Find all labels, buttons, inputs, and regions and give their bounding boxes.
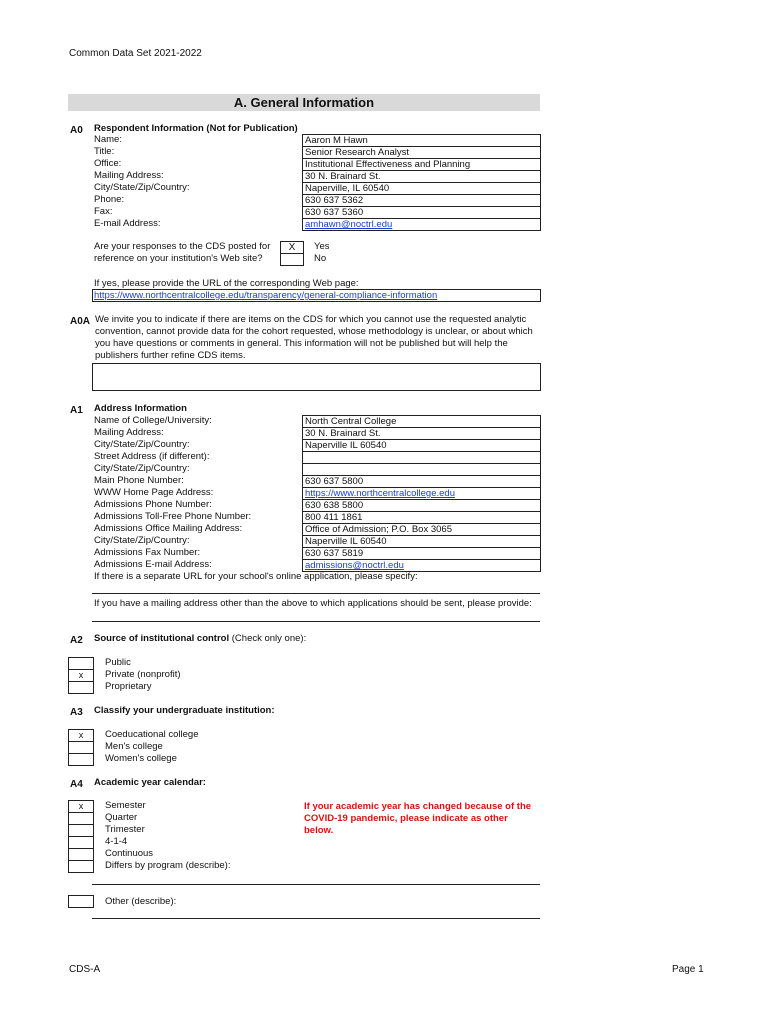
- a0-question-line2: reference on your institution's Web site?: [94, 253, 263, 264]
- a1-label: Main Phone Number:: [94, 475, 184, 486]
- respondent-office-field[interactable]: Institutional Effectiveness and Planning: [303, 159, 540, 171]
- option-label: Men's college: [105, 741, 163, 752]
- a0-label: Fax:: [94, 206, 113, 217]
- admissions-mailing-field[interactable]: Office of Admission; P.O. Box 3065: [303, 524, 540, 536]
- a2-code: A2: [70, 635, 83, 646]
- college-mailing-field[interactable]: 30 N. Brainard St.: [303, 428, 540, 440]
- respondent-email-link[interactable]: amhawn@noctrl.edu: [303, 219, 540, 231]
- a1-label: City/State/Zip/Country:: [94, 535, 190, 546]
- footer-left: CDS-A: [69, 964, 101, 975]
- other-label: Other (describe):: [105, 896, 177, 907]
- a1-label: Name of College/University:: [94, 415, 212, 426]
- a0a-code: A0A: [70, 316, 91, 327]
- a1-heading: Address Information: [94, 403, 187, 414]
- quarter-checkbox[interactable]: [69, 813, 93, 825]
- a1-label: City/State/Zip/Country:: [94, 463, 190, 474]
- differs-underline: [92, 884, 540, 885]
- yes-checkbox[interactable]: X: [281, 242, 303, 254]
- coed-checkbox[interactable]: x: [69, 730, 93, 742]
- option-label: Coeducational college: [105, 729, 199, 740]
- a2-option-labels: [105, 657, 181, 693]
- public-checkbox[interactable]: [69, 658, 93, 670]
- a3-checkboxes: [68, 729, 94, 766]
- option-label: Trimester: [105, 824, 145, 835]
- respondent-city-field[interactable]: Naperville, IL 60540: [303, 183, 540, 195]
- private-nonprofit-checkbox[interactable]: x: [69, 670, 93, 682]
- online-app-prompt: If there is a separate URL for your school's online application, please specify:: [94, 571, 418, 582]
- a4-heading: Academic year calendar:: [94, 777, 206, 788]
- respondent-phone-field[interactable]: 630 637 5362: [303, 195, 540, 207]
- option-label: 4-1-4: [105, 836, 128, 847]
- college-name-field[interactable]: North Central College: [303, 416, 540, 428]
- a1-labels: [94, 415, 251, 571]
- a1-label: Admissions Fax Number:: [94, 547, 201, 558]
- a1-label: Mailing Address:: [94, 427, 164, 438]
- a4-checkboxes: [68, 800, 94, 873]
- option-label: Private (nonprofit): [105, 669, 181, 680]
- street-address-field[interactable]: [303, 452, 540, 464]
- a0a-paragraph: [95, 314, 533, 362]
- a1-label: City/State/Zip/Country:: [94, 439, 190, 450]
- a4-code: A4: [70, 779, 83, 790]
- a0a-line: convention, cannot provide data for the cohort requested, whose methodology is unclear, or about which: [95, 326, 533, 337]
- a3-code: A3: [70, 707, 83, 718]
- a1-label: Admissions Phone Number:: [94, 499, 212, 510]
- online-app-url-field[interactable]: [94, 583, 538, 593]
- a1-values-table: [302, 415, 541, 572]
- a1-code: A1: [70, 405, 83, 416]
- mailing-prompt: If you have a mailing address other than the above to which applications should be sent, please provide:: [94, 598, 532, 609]
- respondent-title-field[interactable]: Senior Research Analyst: [303, 147, 540, 159]
- online-app-underline: [92, 593, 540, 594]
- a0-values-table: [302, 134, 541, 231]
- differs-checkbox[interactable]: [69, 861, 93, 873]
- admissions-city-field[interactable]: Naperville IL 60540: [303, 536, 540, 548]
- admissions-email-link[interactable]: admissions@noctrl.edu: [303, 560, 540, 572]
- covid-note: [304, 801, 531, 837]
- mailing-other-field[interactable]: [94, 610, 538, 620]
- a2-heading: Source of institutional control: [94, 633, 230, 644]
- continuous-checkbox[interactable]: [69, 849, 93, 861]
- semester-checkbox[interactable]: x: [69, 801, 93, 813]
- option-label: Semester: [105, 800, 146, 811]
- a0-question-line1: Are your responses to the CDS posted for: [94, 241, 271, 252]
- admissions-fax-field[interactable]: 630 637 5819: [303, 548, 540, 560]
- a1-label: Admissions Office Mailing Address:: [94, 523, 243, 534]
- street-city-field[interactable]: [303, 464, 540, 476]
- a1-label: Street Address (if different):: [94, 451, 210, 462]
- a1-label: Admissions Toll-Free Phone Number:: [94, 511, 252, 522]
- a0-label: E-mail Address:: [94, 218, 161, 229]
- a2-checkboxes: [68, 657, 94, 694]
- option-label: Continuous: [105, 848, 154, 859]
- a0-labels: [94, 134, 190, 230]
- college-city-field[interactable]: Naperville IL 60540: [303, 440, 540, 452]
- a1-label: WWW Home Page Address:: [94, 487, 214, 498]
- page-number: Page 1: [672, 964, 704, 975]
- url-prompt: If yes, please provide the URL of the corresponding Web page:: [94, 278, 359, 289]
- a0-label: Name:: [94, 134, 122, 145]
- a3-heading: Classify your undergraduate institution:: [94, 705, 275, 716]
- other-underline: [92, 918, 540, 919]
- a2-heading-wrap: [94, 633, 306, 644]
- respondent-name-field[interactable]: Aaron M Hawn: [303, 135, 540, 147]
- a4-option-labels: [105, 800, 230, 872]
- a0a-comments-box[interactable]: [92, 363, 541, 391]
- option-label: Differs by program (describe):: [105, 860, 231, 871]
- proprietary-checkbox[interactable]: [69, 682, 93, 694]
- home-page-link[interactable]: https://www.northcentralcollege.edu: [303, 488, 540, 500]
- cds-web-page-link[interactable]: https://www.northcentralcollege.edu/transparency/general-compliance-information: [94, 290, 438, 301]
- a1-label: Admissions E-mail Address:: [94, 559, 212, 570]
- a0-code: A0: [70, 125, 83, 136]
- respondent-address-field[interactable]: 30 N. Brainard St.: [303, 171, 540, 183]
- a0-label: Title:: [94, 146, 115, 157]
- a0-label: Mailing Address:: [94, 170, 164, 181]
- admissions-phone-field[interactable]: 630 638 5800: [303, 500, 540, 512]
- a0-posted-checkboxes: [280, 241, 304, 266]
- a2-heading-note: (Check only one):: [229, 633, 307, 644]
- a0a-line: you have questions or comments in general. This information will not be published but will help the: [95, 338, 508, 349]
- covid-note-line: below.: [304, 825, 334, 836]
- other-checkbox[interactable]: [68, 895, 94, 908]
- yes-label: Yes: [314, 241, 330, 252]
- a0-heading: Respondent Information (Not for Publication): [94, 123, 298, 134]
- option-label: Proprietary: [105, 681, 152, 692]
- a0-label: Office:: [94, 158, 122, 169]
- covid-note-line: If your academic year has changed because of the: [304, 801, 532, 812]
- covid-note-line: COVID-19 pandemic, please indicate as other: [304, 813, 508, 824]
- no-label: No: [314, 253, 327, 264]
- option-label: Public: [105, 657, 131, 668]
- main-phone-field[interactable]: 630 637 5800: [303, 476, 540, 488]
- mailing-underline: [92, 621, 540, 622]
- no-checkbox[interactable]: [281, 254, 303, 266]
- a3-option-labels: [105, 729, 198, 765]
- a0a-line: publishers further refine CDS items.: [95, 350, 246, 361]
- mens-college-checkbox[interactable]: [69, 742, 93, 754]
- document-header: Common Data Set 2021-2022: [69, 48, 202, 59]
- section-title: A. General Information: [233, 95, 375, 110]
- a0-label: City/State/Zip/Country:: [94, 182, 190, 193]
- respondent-fax-field[interactable]: 630 637 5360: [303, 207, 540, 219]
- a0-label: Phone:: [94, 194, 125, 205]
- option-label: Women's college: [105, 753, 177, 764]
- option-label: Quarter: [105, 812, 138, 823]
- womens-college-checkbox[interactable]: [69, 754, 93, 766]
- a0a-line: We invite you to indicate if there are items on the CDS for which you cannot use the requested analytic: [95, 314, 527, 325]
- trimester-checkbox[interactable]: [69, 825, 93, 837]
- toll-free-field[interactable]: 800 411 1861: [303, 512, 540, 524]
- four-one-four-checkbox[interactable]: [69, 837, 93, 849]
